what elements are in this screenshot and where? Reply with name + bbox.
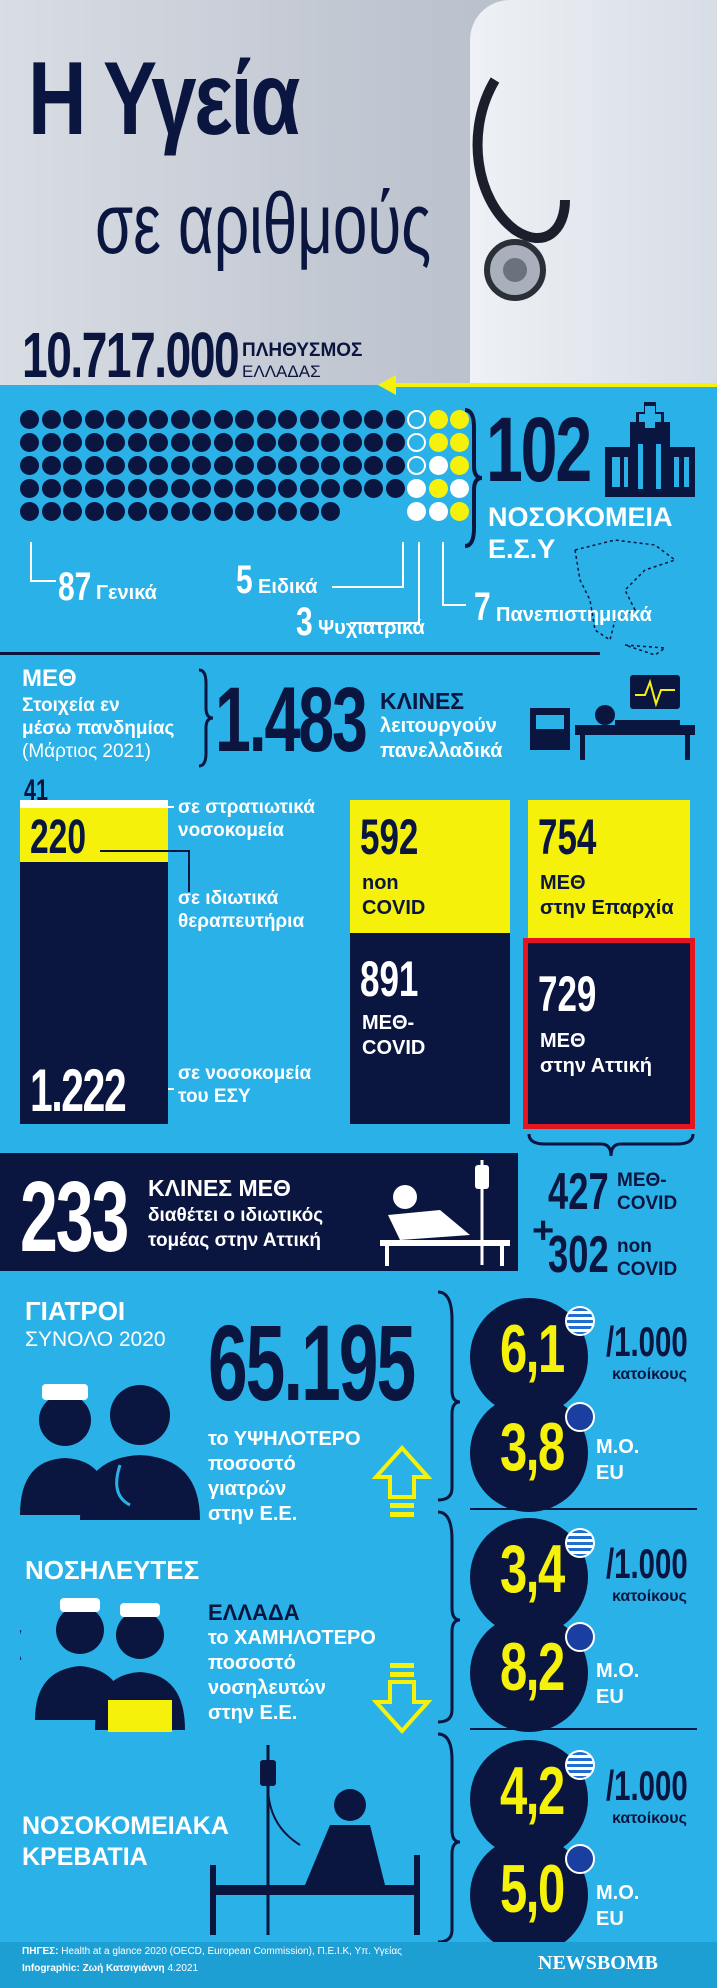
credit-name: Ζωή Κατσιγιάννη (82, 1963, 165, 1974)
noncovid-count: 592 (360, 809, 419, 865)
hospital-dot-general (300, 479, 319, 498)
arrow-up-icon (372, 1445, 432, 1520)
population-sublabel: ΕΛΛΑΔΑΣ (242, 362, 321, 381)
hospital-dot-general (214, 433, 233, 452)
hospital-dot-general (343, 410, 362, 429)
per1000-label: /1.000 (606, 1762, 688, 1809)
leader-line (50, 806, 168, 808)
brace-down-icon (525, 1132, 697, 1162)
hospital-dot-special (429, 456, 448, 475)
hospital-dot-general (149, 410, 168, 429)
hospital-dot-general (214, 502, 233, 521)
hospital-dot-general (343, 433, 362, 452)
eu-nurses-value: 8,2 (500, 1629, 564, 1705)
hospital-dot-general (85, 502, 104, 521)
leader-line (188, 850, 190, 892)
hospital-dot-special (429, 502, 448, 521)
hospital-dot-general (192, 456, 211, 475)
special-hospitals-label: Ειδικά (258, 576, 318, 598)
hospital-dot-general (235, 479, 254, 498)
hospital-dot-general (128, 433, 147, 452)
eu-label: EU (596, 1462, 624, 1484)
hospital-dot-general (171, 502, 190, 521)
eu-label: EU (596, 1908, 624, 1930)
hospital-dot-general (214, 410, 233, 429)
gr-beds-value: 4,2 (500, 1753, 564, 1829)
hospital-dot-general (278, 410, 297, 429)
hospital-dot-general (149, 502, 168, 521)
icu-esy-count: 1.222 (30, 1057, 126, 1124)
icu-military-count: 41 (24, 774, 49, 807)
leader-line (332, 586, 404, 588)
private-noncovid-label-2: COVID (617, 1259, 678, 1280)
population-value: 10.717.000 (22, 319, 239, 391)
hospital-dot-general (300, 502, 319, 521)
icu-military-label-2: νοσοκομεία (178, 820, 284, 841)
per1000-label: /1.000 (606, 1540, 688, 1587)
eu-doctors-value: 3,8 (500, 1409, 564, 1485)
doctors-subtitle: ΣΥΝΟΛΟ 2020 (25, 1328, 166, 1351)
hospital-dot-general (63, 502, 82, 521)
greece-flag-icon (565, 1750, 595, 1780)
credit-date: 4.2021 (167, 1963, 199, 1974)
hospital-dot-general (364, 456, 383, 475)
doctors-total: 65.195 (208, 1302, 415, 1423)
beds-title-1: ΝΟΣΟΚΟΜΕΙΑΚΑ (22, 1812, 229, 1840)
residents-label: κατοίκους (612, 1588, 687, 1605)
hospital-dot-general (300, 410, 319, 429)
hospital-dot-univ (429, 479, 448, 498)
hospital-dot-general (257, 502, 276, 521)
private-covid-label-1: ΜΕΘ- (617, 1170, 667, 1191)
footer-sources (22, 1946, 402, 1957)
hospital-dot-general (386, 433, 405, 452)
icu-private-label-2: θεραπευτήρια (178, 911, 305, 932)
hospital-dot-general (106, 433, 125, 452)
leader-line (418, 542, 420, 624)
icu-subtitle-3: (Μάρτιος 2021) (22, 741, 152, 762)
gr-doctors-value: 6,1 (500, 1311, 564, 1387)
hospital-dot-general (20, 433, 39, 452)
hospital-dot-general (20, 410, 39, 429)
covid-label-1: ΜΕΘ- (362, 1012, 415, 1034)
hospital-dot-general (149, 433, 168, 452)
stethoscope-icon (455, 70, 605, 320)
hospital-dot-general (42, 410, 61, 429)
eu-avg-label: Μ.Ο. (596, 1436, 640, 1458)
hospital-dot-general (386, 410, 405, 429)
nurses-note-1: ΕΛΛΑΔΑ (208, 1600, 300, 1625)
hospital-dot-general (300, 456, 319, 475)
hospitals-total: 102 (486, 399, 591, 501)
noncovid-label-2: COVID (362, 897, 426, 919)
arrow-left-icon (378, 375, 396, 395)
hospital-dot-general (321, 456, 340, 475)
icu-subtitle-1: Στοιχεία εν (22, 695, 120, 716)
hospital-dot-general (321, 433, 340, 452)
hospital-dot-general (171, 456, 190, 475)
greece-flag-icon (565, 1306, 595, 1336)
hospital-dot-special (407, 502, 426, 521)
hospital-dot-general (128, 502, 147, 521)
hospital-dot-general (321, 410, 340, 429)
hospital-dot-general (321, 502, 340, 521)
footer-credit (22, 1963, 198, 1974)
private-icu-label-1: ΚΛΙΝΕΣ ΜΕΘ (148, 1175, 291, 1201)
title-line1: Η Υγεία (28, 41, 299, 157)
hospital-dot-general (63, 456, 82, 475)
private-covid-count: 427 (548, 1163, 609, 1221)
divider (470, 1508, 697, 1510)
psych-hospitals-label: Ψυχιατρικά (318, 617, 425, 639)
hospital-dot-general (106, 410, 125, 429)
hospital-dot-general (235, 433, 254, 452)
hospital-dot-general (20, 502, 39, 521)
hospital-dot-general (42, 502, 61, 521)
eu-avg-label: Μ.Ο. (596, 1882, 640, 1904)
hospital-dot-univ (429, 410, 448, 429)
hospital-dots (20, 410, 470, 550)
doctors-note-1: το ΥΨΗΛΟΤΕΡΟ (208, 1428, 361, 1450)
hospital-dot-general (128, 410, 147, 429)
hospital-dot-general (171, 410, 190, 429)
hospital-dot-general (42, 456, 61, 475)
hospital-dot-general (192, 502, 211, 521)
brace-icon (196, 668, 216, 768)
hospital-dot-general (300, 433, 319, 452)
icu-private-count: 220 (30, 811, 87, 864)
hospital-dot-general (343, 456, 362, 475)
icu-subtitle-2: μέσω πανδημίας (22, 718, 175, 739)
attica-count: 729 (538, 966, 597, 1022)
hospital-dot-general (278, 502, 297, 521)
hospital-dot-general (106, 502, 125, 521)
covid-count: 891 (360, 951, 419, 1007)
hospital-dot-general (343, 479, 362, 498)
hospital-dot-general (192, 479, 211, 498)
univ-hospitals-count: 7 (474, 585, 491, 629)
plus-sign: + (532, 1210, 555, 1252)
leader-line (442, 604, 466, 606)
icu-military-label-1: σε στρατιωτικά (178, 797, 315, 818)
general-hospitals-count: 87 (58, 565, 92, 609)
hospital-dot-general (257, 410, 276, 429)
gr-nurses-value: 3,4 (500, 1531, 564, 1607)
per1000-label: /1.000 (606, 1318, 688, 1365)
hospital-dot-general (63, 410, 82, 429)
icu-total: 1.483 (215, 669, 366, 771)
icu-esy-label-2: του ΕΣΥ (178, 1086, 251, 1107)
hospital-dot-general (235, 410, 254, 429)
private-noncovid-label-1: non (617, 1236, 652, 1257)
leader-line (402, 542, 404, 588)
hospital-dot-psych (407, 410, 426, 429)
eu-beds-value: 5,0 (500, 1851, 564, 1927)
icu-private-label-1: σε ιδιωτικά (178, 888, 279, 909)
hospital-dot-general (128, 479, 147, 498)
title-line2: σε αριθμούς (95, 176, 432, 272)
hospital-dot-general (106, 479, 125, 498)
greece-map-icon (555, 520, 695, 660)
hospital-dot-general (214, 479, 233, 498)
hospital-dot-special (407, 479, 426, 498)
icu-label-2: λειτουργούν (380, 715, 497, 737)
eu-label: EU (596, 1686, 624, 1708)
province-count: 754 (538, 809, 597, 865)
icu-label-1: ΚΛΙΝΕΣ (380, 688, 465, 714)
eu-flag-icon (565, 1844, 595, 1874)
attica-label-2: στην Αττική (540, 1055, 652, 1077)
hospital-dot-general (235, 502, 254, 521)
noncovid-label-1: non (362, 872, 399, 894)
hospital-dot-general (257, 479, 276, 498)
hospital-building-icon (600, 402, 700, 497)
hospital-dot-general (85, 410, 104, 429)
covid-label-2: COVID (362, 1037, 426, 1059)
hospital-dot-general (85, 433, 104, 452)
eu-flag-icon (565, 1622, 595, 1652)
arrow-line (385, 383, 717, 387)
right-brace-icon (434, 1290, 464, 1980)
icu-bed-icon (530, 670, 700, 765)
nurses-icon (20, 1590, 210, 1735)
special-hospitals-count: 5 (236, 558, 253, 602)
doctors-note-2: ποσοστό (208, 1453, 296, 1475)
hospital-dot-general (149, 456, 168, 475)
hospital-dot-general (257, 456, 276, 475)
doctors-note-3: γιατρών (208, 1478, 287, 1500)
hospital-dot-general (128, 456, 147, 475)
icu-esy-label-1: σε νοσοκομεία (178, 1063, 312, 1084)
hospital-dot-general (63, 433, 82, 452)
psych-hospitals-count: 3 (296, 600, 313, 644)
hospital-dot-general (171, 479, 190, 498)
doctors-note-4: στην Ε.Ε. (208, 1503, 298, 1525)
nurses-note-3: ποσοστό (208, 1652, 296, 1674)
hospital-dot-general (106, 456, 125, 475)
hospital-dot-general (278, 479, 297, 498)
hospital-dot-general (235, 456, 254, 475)
leader-line (168, 806, 174, 808)
leader-line (30, 542, 32, 582)
hospital-dot-general (278, 433, 297, 452)
hospital-dot-general (214, 456, 233, 475)
brace-icon (460, 408, 485, 548)
hospital-bed-patient-icon (190, 1745, 430, 1940)
credit-label: Infographic: (22, 1963, 80, 1974)
sources-label: ΠΗΓΕΣ: (22, 1946, 59, 1957)
private-noncovid-count: 302 (548, 1226, 609, 1284)
attica-label-1: ΜΕΘ (540, 1030, 586, 1052)
hospital-dot-general (364, 410, 383, 429)
hospital-dot-general (20, 479, 39, 498)
hospitals-label: ΝΟΣΟΚΟΜΕΙΑ (488, 502, 673, 532)
private-icu-label-2: διαθέτει ο ιδιωτικός (148, 1205, 324, 1226)
univ-hospitals-label: Πανεπιστημιακά (496, 604, 652, 626)
leader-line (30, 580, 56, 582)
nurses-note-4: νοσηλευτών (208, 1677, 326, 1699)
hospitals-sublabel: Ε.Σ.Υ (488, 534, 556, 564)
province-label-2: στην Επαρχία (540, 897, 674, 919)
nurses-note-5: στην Ε.Ε. (208, 1702, 298, 1724)
divider (0, 652, 600, 655)
hospital-dot-general (42, 479, 61, 498)
hospital-dot-general (278, 456, 297, 475)
hospital-dot-general (386, 479, 405, 498)
population-label: ΠΛΗΘΥΣΜΟΣ (242, 340, 363, 361)
beds-title-2: ΚΡΕΒΑΤΙΑ (22, 1843, 148, 1871)
private-covid-label-2: COVID (617, 1193, 678, 1214)
hospital-dot-general (364, 433, 383, 452)
leader-line (168, 1088, 174, 1090)
sources-text: Health at a glance 2020 (OECD, European Commission), Π.Ε.Ι.Κ, Υπ. Υγείας (61, 1946, 402, 1957)
hospital-dot-general (42, 433, 61, 452)
hospital-dot-general (149, 479, 168, 498)
nurses-title: ΝΟΣΗΛΕΥΤΕΣ (25, 1555, 200, 1585)
hospital-dot-general (386, 456, 405, 475)
eu-flag-icon (565, 1402, 595, 1432)
province-label-1: ΜΕΘ (540, 872, 586, 894)
hospital-dot-univ (429, 433, 448, 452)
hospital-dot-general (192, 433, 211, 452)
hospital-dot-psych (407, 433, 426, 452)
hospital-dot-general (364, 479, 383, 498)
residents-label: κατοίκους (612, 1366, 687, 1383)
eu-avg-label: Μ.Ο. (596, 1660, 640, 1682)
hospital-dot-general (20, 456, 39, 475)
icu-label-3: πανελλαδικά (380, 740, 503, 762)
hospital-dot-general (171, 433, 190, 452)
nurses-note-2: το ΧΑΜΗΛΟΤΕΡΟ (208, 1627, 376, 1649)
hospital-dot-general (257, 433, 276, 452)
hospital-dot-general (192, 410, 211, 429)
arrow-down-icon (372, 1660, 432, 1735)
private-icu-label-3: τομέας στην Αττική (148, 1230, 321, 1251)
hospital-dot-psych (407, 456, 426, 475)
general-hospitals-label: Γενικά (96, 582, 157, 604)
leader-line (442, 542, 444, 606)
newsbomb-logo: NEWSBOMB (538, 1952, 659, 1974)
hospital-dot-general (63, 479, 82, 498)
hospital-dot-general (321, 479, 340, 498)
residents-label: κατοίκους (612, 1810, 687, 1827)
doctors-icon (10, 1370, 205, 1520)
hospital-dot-general (85, 479, 104, 498)
icu-title: ΜΕΘ (22, 665, 77, 692)
patient-bed-icon (380, 1155, 520, 1270)
leader-line (100, 850, 188, 852)
divider (470, 1728, 697, 1730)
doctors-title: ΓΙΑΤΡΟΙ (25, 1296, 126, 1326)
greece-flag-icon (565, 1528, 595, 1558)
hospital-dot-general (85, 456, 104, 475)
private-icu-count: 233 (20, 1161, 128, 1273)
